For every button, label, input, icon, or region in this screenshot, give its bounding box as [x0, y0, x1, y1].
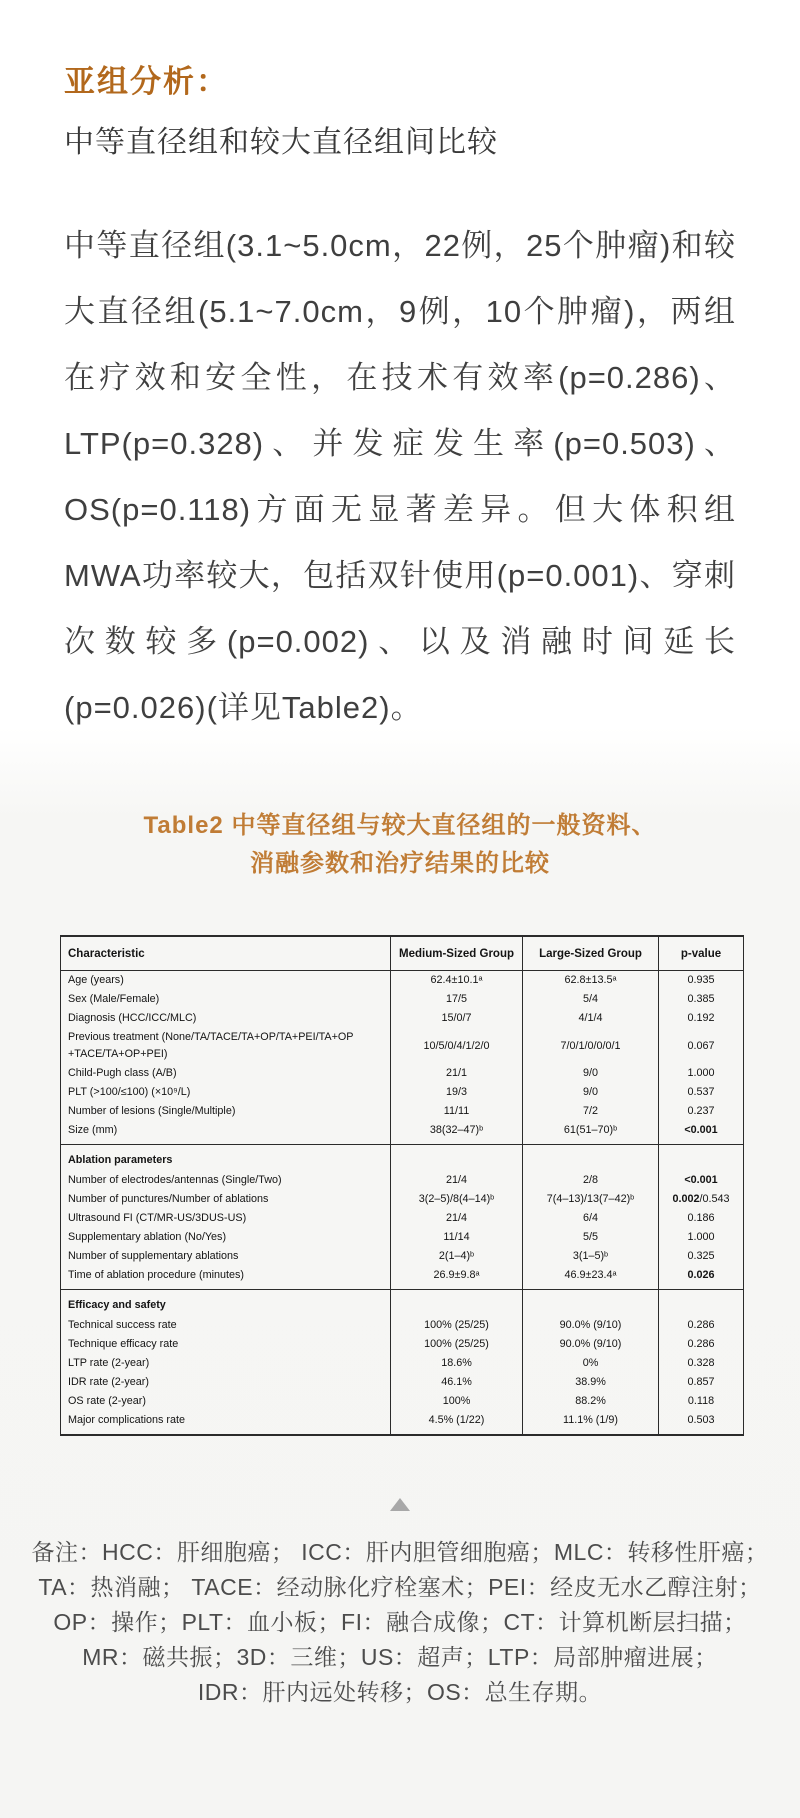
table-cell: 46.9±23.4ᵃ — [523, 1266, 659, 1290]
table-cell — [659, 1145, 744, 1172]
table-cell — [659, 1290, 744, 1317]
table-cell: Number of supplementary ablations — [61, 1247, 391, 1266]
table-cell: IDR rate (2-year) — [61, 1373, 391, 1392]
table-cell: LTP rate (2-year) — [61, 1354, 391, 1373]
table-row — [61, 1064, 744, 1083]
table-row — [61, 1247, 744, 1266]
table-cell: 11/11 — [391, 1102, 523, 1121]
column-header-p-value: p-value — [659, 936, 744, 971]
table-figure — [60, 935, 743, 1436]
table-cell: Diagnosis (HCC/ICC/MLC) — [61, 1009, 391, 1028]
table-row — [61, 1121, 744, 1145]
table-cell: 0.067 — [659, 1028, 744, 1064]
table-cell: 26.9±9.8ᵃ — [391, 1266, 523, 1290]
table-cell: 62.8±13.5ᵃ — [523, 971, 659, 991]
table-cell: Ultrasound FI (CT/MR-US/3DUS-US) — [61, 1209, 391, 1228]
table-title — [64, 807, 736, 883]
table-cell: 3(2–5)/8(4–14)ᵇ — [391, 1190, 523, 1209]
table-cell: Major complications rate — [61, 1411, 391, 1435]
table-cell: 100% (25/25) — [391, 1335, 523, 1354]
table-cell: 0.286 — [659, 1335, 744, 1354]
table-header-row — [61, 936, 744, 971]
table-cell: 0.328 — [659, 1354, 744, 1373]
table-cell: 0.118 — [659, 1392, 744, 1411]
table-row — [61, 1083, 744, 1102]
table-row — [61, 1190, 744, 1209]
table-cell: 2/8 — [523, 1171, 659, 1190]
table-cell — [523, 1290, 659, 1317]
table-cell: 15/0/7 — [391, 1009, 523, 1028]
table-cell: 100% — [391, 1392, 523, 1411]
table-cell: 38.9% — [523, 1373, 659, 1392]
table-cell — [391, 1290, 523, 1317]
table-cell: <0.001 — [659, 1121, 744, 1145]
table-cell: 21/4 — [391, 1209, 523, 1228]
table-row — [61, 990, 744, 1009]
footnote-line: 备注：HCC：肝细胞癌； ICC：肝内胆管细胞癌；MLC：转移性肝癌； — [31, 1539, 769, 1565]
table-cell: 1.000 — [659, 1064, 744, 1083]
table-cell: 19/3 — [391, 1083, 523, 1102]
table-row — [61, 971, 744, 991]
footnote-line: MR：磁共振；3D：三维；US：超声；LTP：局部肿瘤进展； — [82, 1644, 718, 1670]
table-cell: 9/0 — [523, 1083, 659, 1102]
table-row — [61, 1102, 744, 1121]
section-subtitle: 中等直径组和较大直径组间比较 — [64, 126, 498, 159]
comparison-table-body — [61, 971, 744, 1436]
table-cell: <0.001 — [659, 1171, 744, 1190]
table-title-line1: Table2 中等直径组与较大直径组的一般资料、 — [143, 812, 657, 839]
table-cell: 7/0/1/0/0/0/1 — [523, 1028, 659, 1064]
table-cell: 0% — [523, 1354, 659, 1373]
table-cell: 90.0% (9/10) — [523, 1335, 659, 1354]
table-cell: OS rate (2-year) — [61, 1392, 391, 1411]
table-cell: 38(32–47)ᵇ — [391, 1121, 523, 1145]
table-cell: 0.192 — [659, 1009, 744, 1028]
table-cell: 2(1–4)ᵇ — [391, 1247, 523, 1266]
table-row — [61, 1228, 744, 1247]
table-cell: 0.537 — [659, 1083, 744, 1102]
column-header-medium-group: Medium-Sized Group — [391, 936, 523, 971]
table-cell: 3(1–5)ᵇ — [523, 1247, 659, 1266]
table-row — [61, 1028, 744, 1064]
table-cell: 7(4–13)/13(7–42)ᵇ — [523, 1190, 659, 1209]
table-row — [61, 1373, 744, 1392]
collapse-arrow-icon[interactable] — [390, 1498, 410, 1511]
table-cell: Child-Pugh class (A/B) — [61, 1064, 391, 1083]
table-cell: 0.385 — [659, 990, 744, 1009]
table-cell: Supplementary ablation (No/Yes) — [61, 1228, 391, 1247]
table-cell: Number of punctures/Number of ablations — [61, 1190, 391, 1209]
table-cell: 17/5 — [391, 990, 523, 1009]
table-row — [61, 1209, 744, 1228]
table-row — [61, 1171, 744, 1190]
table-cell: 0.237 — [659, 1102, 744, 1121]
table-cell: 1.000 — [659, 1228, 744, 1247]
table-cell: 7/2 — [523, 1102, 659, 1121]
table-row — [61, 1145, 744, 1172]
footnote-line: TA：热消融； TACE：经动脉化疗栓塞术；PEI：经皮无水乙醇注射； — [38, 1574, 762, 1600]
table-cell — [523, 1145, 659, 1172]
table-cell: Previous treatment (None/TA/TACE/TA+OP/TA+PEI/TA+OP +TACE/TA+OP+PEI) — [61, 1028, 391, 1064]
table-cell: 4/1/4 — [523, 1009, 659, 1028]
table-row — [61, 1354, 744, 1373]
table-row — [61, 1392, 744, 1411]
table-cell: 0.325 — [659, 1247, 744, 1266]
table-footnote — [0, 1535, 800, 1710]
table-row — [61, 1316, 744, 1335]
table-cell: Age (years) — [61, 971, 391, 991]
table-cell: Efficacy and safety — [61, 1290, 391, 1317]
section-heading: 亚组分析： — [64, 64, 229, 99]
table-cell: 61(51–70)ᵇ — [523, 1121, 659, 1145]
footnote-line: IDR：肝内远处转移；OS：总生存期。 — [197, 1679, 603, 1705]
comparison-table — [60, 935, 744, 1436]
table-row — [61, 1335, 744, 1354]
table-cell — [391, 1145, 523, 1172]
column-header-characteristic: Characteristic — [61, 936, 391, 971]
table-cell: 10/5/0/4/1/2/0 — [391, 1028, 523, 1064]
table-cell: Sex (Male/Female) — [61, 990, 391, 1009]
table-cell: 0.286 — [659, 1316, 744, 1335]
table-cell: Number of electrodes/antennas (Single/Two) — [61, 1171, 391, 1190]
table-cell: Size (mm) — [61, 1121, 391, 1145]
table-cell: 62.4±10.1ᵃ — [391, 971, 523, 991]
table-cell: 21/1 — [391, 1064, 523, 1083]
table-cell: 88.2% — [523, 1392, 659, 1411]
table-row — [61, 1290, 744, 1317]
table-title-line2: 消融参数和治疗结果的比较 — [250, 850, 550, 877]
table-cell: 0.186 — [659, 1209, 744, 1228]
table-cell: 18.6% — [391, 1354, 523, 1373]
footnote-line: OP：操作；PLT：血小板；FI：融合成像；CT：计算机断层扫描； — [53, 1609, 747, 1635]
table-cell: 4.5% (1/22) — [391, 1411, 523, 1435]
table-cell: 5/5 — [523, 1228, 659, 1247]
table-row — [61, 1411, 744, 1435]
table-cell: 0.026 — [659, 1266, 744, 1290]
table-cell: 100% (25/25) — [391, 1316, 523, 1335]
body-paragraph: 中等直径组(3.1~5.0cm，22例，25个肿瘤)和较大直径组(5.1~7.0cm，9例，10个肿瘤)，两组在疗效和安全性，在技术有效率(p=0.286)、LTP(p=0.328)、并发症发生率(p=0.503)、OS(p=0.118)方面无显著差异。但大体积组MWA功率较大，包括双针使用(p=0.001)、穿刺次数较多(p=0.002)、以及消融时间延长(p=0.026)(详见Table2)。 — [64, 228, 736, 725]
column-header-large-group: Large-Sized Group — [523, 936, 659, 971]
table-cell: 6/4 — [523, 1209, 659, 1228]
table-cell: 11.1% (1/9) — [523, 1411, 659, 1435]
table-cell: Time of ablation procedure (minutes) — [61, 1266, 391, 1290]
table-cell: Technique efficacy rate — [61, 1335, 391, 1354]
table-cell: 46.1% — [391, 1373, 523, 1392]
table-cell: 90.0% (9/10) — [523, 1316, 659, 1335]
table-cell: Number of lesions (Single/Multiple) — [61, 1102, 391, 1121]
table-cell: 11/14 — [391, 1228, 523, 1247]
table-cell: 5/4 — [523, 990, 659, 1009]
table-cell: PLT (>100/≤100) (×10⁹/L) — [61, 1083, 391, 1102]
table-cell: 0.935 — [659, 971, 744, 991]
table-cell: 0.857 — [659, 1373, 744, 1392]
table-cell: 21/4 — [391, 1171, 523, 1190]
table-cell: 0.002/0.543 — [659, 1190, 744, 1209]
table-cell: 9/0 — [523, 1064, 659, 1083]
table-cell: Technical success rate — [61, 1316, 391, 1335]
table-row — [61, 1009, 744, 1028]
table-cell: Ablation parameters — [61, 1145, 391, 1172]
table-cell: 0.503 — [659, 1411, 744, 1435]
table-row — [61, 1266, 744, 1290]
